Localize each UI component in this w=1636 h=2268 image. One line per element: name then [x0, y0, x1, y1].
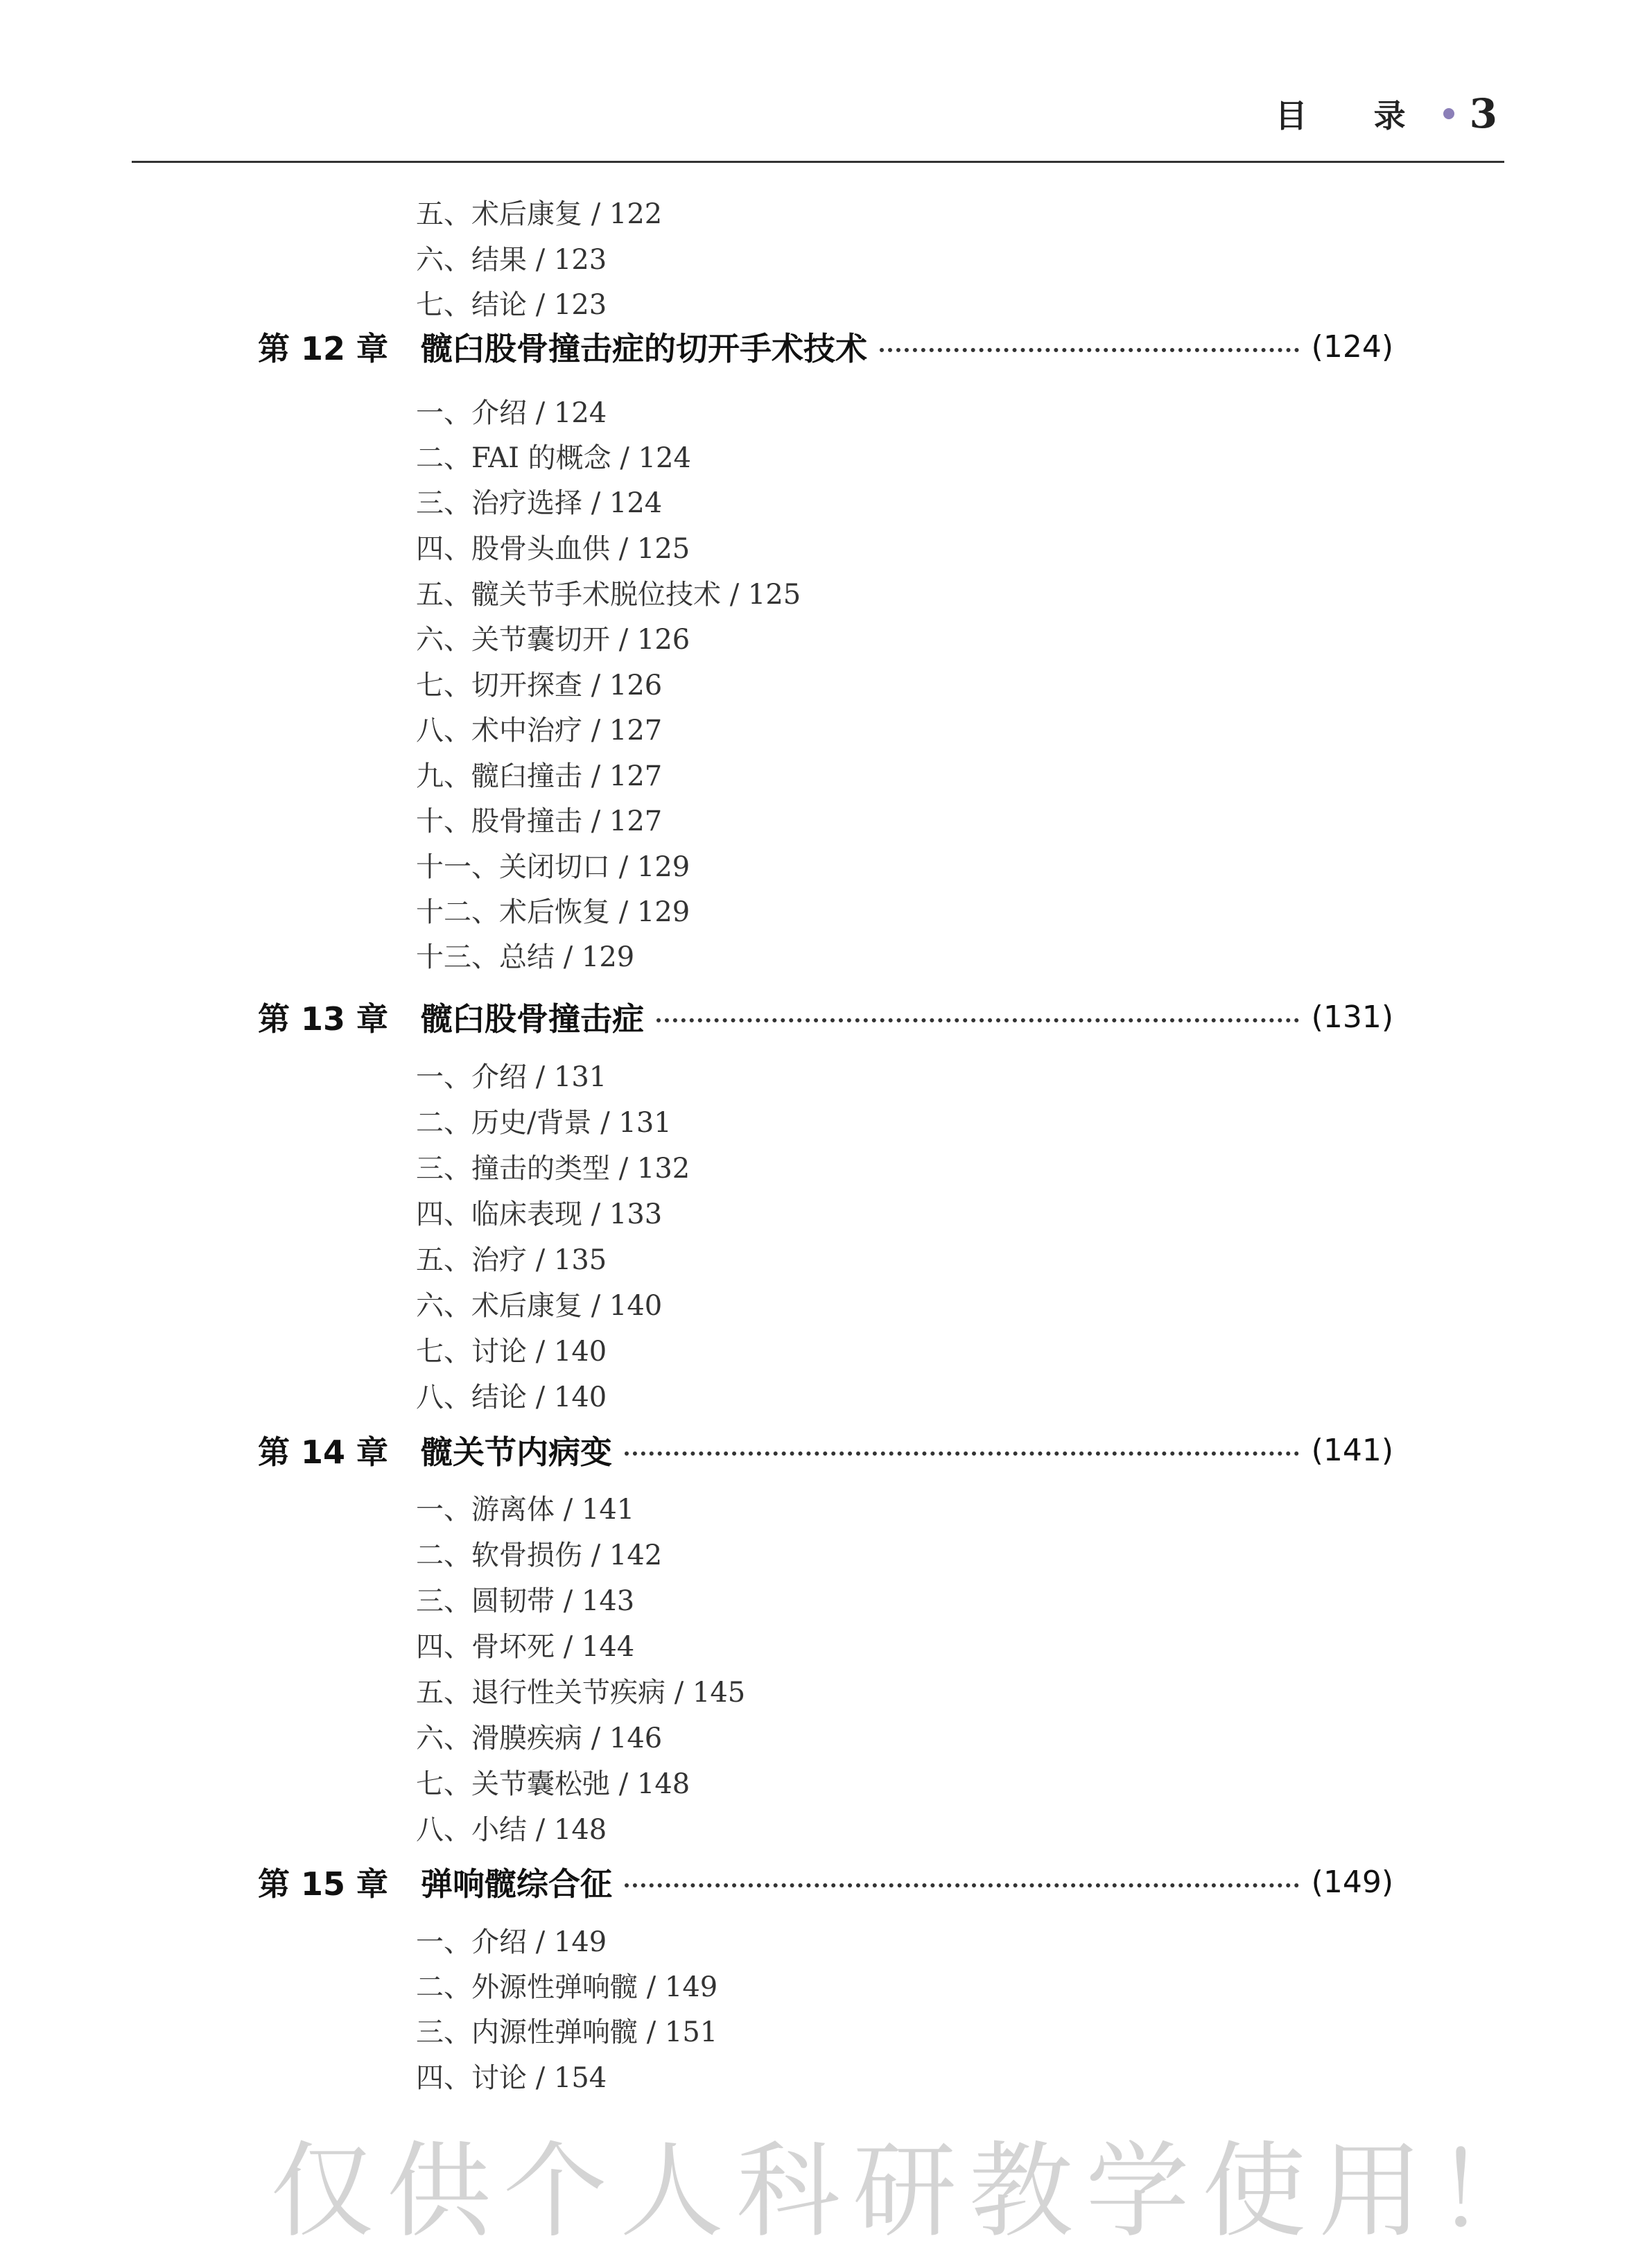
dot-leader — [625, 1883, 1299, 1887]
toc-section-entry: 七、结论 / 123 — [416, 289, 607, 321]
watermark: 仅供个人科研教学使用！ — [270, 2131, 1552, 2252]
toc-section-entry: 一、游离体 / 141 — [416, 1494, 635, 1526]
toc-section-entry: 三、圆韧带 / 143 — [416, 1585, 635, 1617]
toc-chapter-entry — [258, 1426, 1393, 1474]
chapter-title: 髋臼股骨撞击症 — [421, 1000, 644, 1038]
toc-section-entry: 十、股骨撞击 / 127 — [416, 805, 663, 837]
toc-section-entry: 三、治疗选择 / 124 — [416, 487, 663, 519]
chapter-title: 髋臼股骨撞击症的切开手术技术 — [421, 330, 867, 367]
toc-section-entry: 六、术后康复 / 140 — [416, 1290, 663, 1322]
chapter-page: (141) — [1311, 1432, 1393, 1468]
toc-section-entry: 九、髋臼撞击 / 127 — [416, 760, 663, 792]
toc-section-entry: 六、滑膜疾病 / 146 — [416, 1722, 663, 1754]
chapter-page: (124) — [1311, 329, 1393, 365]
chapter-number: 第 14 章 — [258, 1433, 389, 1471]
toc-section-entry: 七、关节囊松弛 / 148 — [416, 1768, 690, 1800]
toc-chapter-entry — [258, 1858, 1393, 1906]
toc-section-entry: 七、切开探查 / 126 — [416, 670, 663, 701]
header-label: 目 录 — [1275, 97, 1434, 134]
toc-section-entry: 五、治疗 / 135 — [416, 1244, 607, 1276]
toc-section-entry: 六、关节囊切开 / 126 — [416, 624, 690, 656]
toc-section-entry: 八、结论 / 140 — [416, 1381, 607, 1413]
toc-section-entry: 四、临床表现 / 133 — [416, 1198, 663, 1230]
toc-section-entry: 五、髋关节手术脱位技术 / 125 — [416, 579, 801, 611]
toc-chapter-entry — [258, 993, 1393, 1041]
toc-section-entry: 七、讨论 / 140 — [416, 1336, 607, 1368]
chapter-number: 第 12 章 — [258, 330, 389, 367]
toc-section-entry: 八、小结 / 148 — [416, 1814, 607, 1846]
chapter-page: (149) — [1311, 1864, 1393, 1900]
toc-section-entry: 八、术中治疗 / 127 — [416, 715, 663, 747]
toc-section-entry: 三、内源性弹响髋 / 151 — [416, 2016, 718, 2048]
page-number: 3 — [1469, 90, 1497, 137]
toc-section-entry: 二、FAI 的概念 / 124 — [416, 442, 691, 474]
toc-section-entry: 十三、总结 / 129 — [416, 941, 635, 973]
toc-chapter-entry — [258, 322, 1393, 371]
toc-section-entry: 四、骨坏死 / 144 — [416, 1631, 635, 1663]
toc-section-entry: 二、历史/背景 / 131 — [416, 1107, 672, 1139]
chapter-title: 弹响髋综合征 — [421, 1865, 612, 1903]
toc-section-entry: 四、讨论 / 154 — [416, 2062, 607, 2094]
toc-section-entry: 十一、关闭切口 / 129 — [416, 851, 690, 883]
dot-leader — [656, 1018, 1299, 1022]
dot-leader — [880, 348, 1299, 352]
chapter-title: 髋关节内病变 — [421, 1433, 612, 1471]
toc-section-entry: 一、介绍 / 131 — [416, 1061, 607, 1093]
toc-section-entry: 十二、术后恢复 / 129 — [416, 896, 690, 928]
toc-section-entry: 二、外源性弹响髋 / 149 — [416, 1971, 718, 2003]
chapter-number: 第 13 章 — [258, 1000, 389, 1038]
toc-section-entry: 二、软骨损伤 / 142 — [416, 1539, 663, 1571]
toc-section-entry: 一、介绍 / 124 — [416, 397, 607, 429]
chapter-number: 第 15 章 — [258, 1865, 389, 1903]
toc-section-entry: 五、术后康复 / 122 — [416, 198, 663, 230]
toc-section-entry: 三、撞击的类型 / 132 — [416, 1153, 690, 1185]
toc-section-entry: 一、介绍 / 149 — [416, 1926, 607, 1958]
dot-leader — [625, 1451, 1299, 1456]
toc-section-entry: 四、股骨头血供 / 125 — [416, 533, 690, 565]
toc-section-entry: 六、结果 / 123 — [416, 244, 607, 276]
chapter-page: (131) — [1311, 999, 1393, 1035]
toc-section-entry: 五、退行性关节疾病 / 145 — [416, 1677, 746, 1709]
